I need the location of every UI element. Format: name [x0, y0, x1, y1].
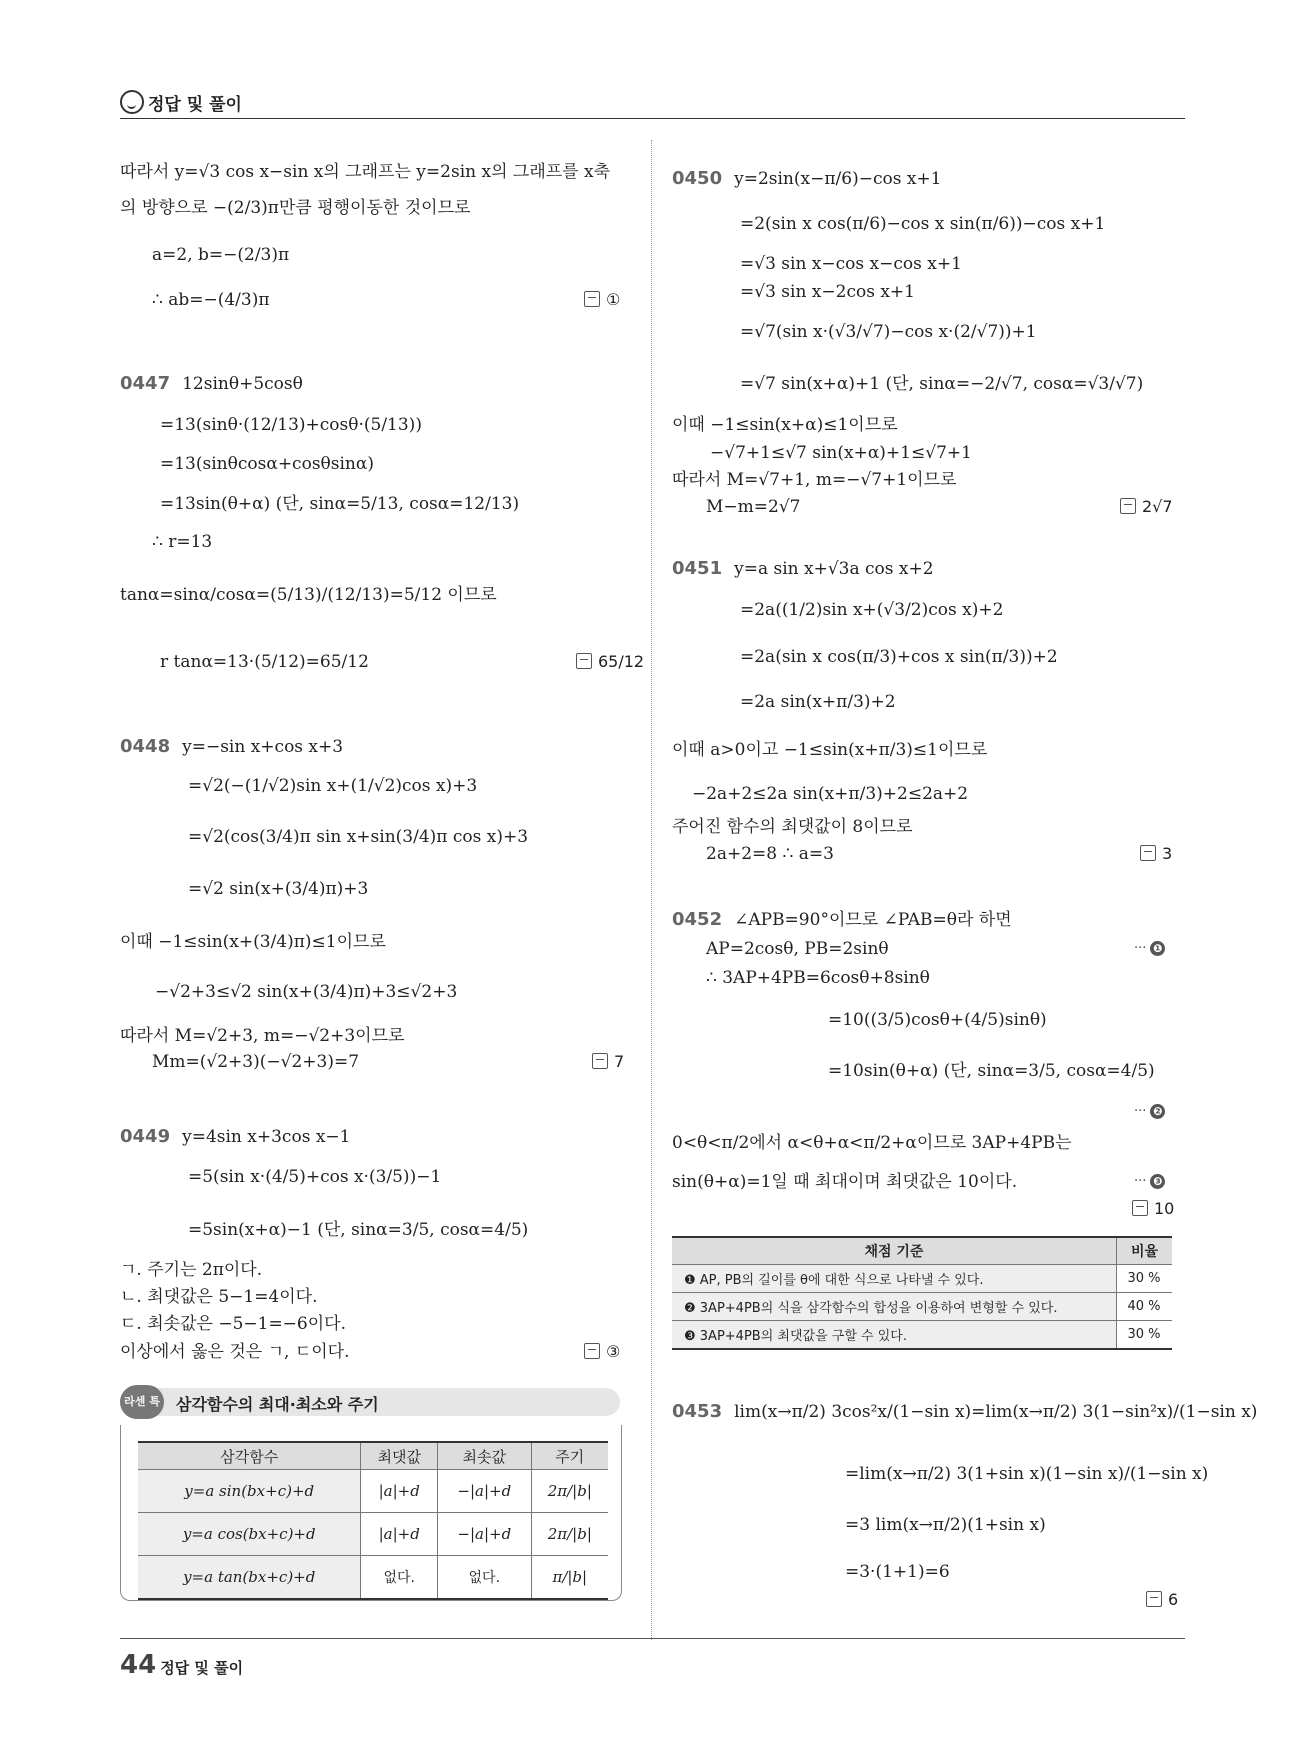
table-cell: y=a sin(bx+c)+d: [138, 1470, 361, 1513]
answer-0449: ③: [584, 1340, 620, 1364]
answer-icon: [584, 291, 600, 307]
answer-icon: [584, 1343, 600, 1359]
math-line: =√2(cos(3/4)π sin x+sin(3/4)π cos x)+3: [188, 827, 529, 847]
answer-icon: [1120, 498, 1136, 514]
text-line: 이때 a>0이고 −1≤sin(x+π/3)≤1이므로: [672, 740, 988, 760]
text-line: 이상에서 옳은 것은 ㄱ, ㄷ이다.: [120, 1342, 350, 1362]
math-line: −√7+1≤√7 sin(x+α)+1≤√7+1: [710, 443, 972, 463]
smiley-icon: [120, 90, 144, 114]
column-header: 최댓값: [361, 1442, 438, 1470]
column-header: 채점 기준: [672, 1237, 1117, 1265]
math-line: =√7 sin(x+α)+1 (단, sinα=−2/√7, cosα=√3/√7): [740, 374, 1144, 394]
answer-icon: [576, 653, 592, 669]
text-line: ㄷ. 최솟값은 −5−1=−6이다.: [120, 1314, 346, 1334]
math-line: =lim(x→π/2) 3(1+sin x)(1−sin x)/(1−sin x): [845, 1464, 1209, 1484]
answer-0451: 3: [1140, 842, 1172, 866]
table-row: [138, 1513, 608, 1556]
math-line: =2a sin(x+π/3)+2: [740, 692, 896, 712]
answer-0450: 2√7: [1120, 495, 1173, 519]
table-cell: 40 %: [1117, 1293, 1173, 1321]
answer-0446: ①: [584, 288, 620, 312]
math-line: ∴ 3AP+4PB=6cosθ+8sinθ: [706, 968, 930, 988]
text-line: ㄱ. 주기는 2π이다.: [120, 1260, 263, 1280]
math-line: Mm=(√2+3)(−√2+3)=7: [152, 1052, 360, 1072]
text-line: 따라서 M=√7+1, m=−√7+1이므로: [672, 470, 957, 490]
math-line: =2(sin x cos(π/6)−cos x sin(π/6))−cos x+1: [740, 214, 1106, 234]
math-line: tanα=sinα/cosα=(5/13)/(12/13)=5/12 이므로: [120, 585, 497, 605]
header-title: 정답 및 풀이: [148, 95, 242, 115]
tip-title: 삼각함수의 최대·최소와 주기: [176, 1395, 379, 1414]
math-line: =10sin(θ+α) (단, sinα=3/5, cosα=4/5): [828, 1061, 1155, 1081]
math-line: r tanα=13·(5/12)=65/12: [160, 652, 369, 672]
answer-0447: 65/12: [576, 650, 644, 674]
problem-0452: 0452 ∠APB=90°이므로 ∠PAB=θ라 하면: [672, 909, 1012, 930]
text-line: 따라서 M=√2+3, m=−√2+3이므로: [120, 1026, 405, 1046]
table-cell: |a|+d: [361, 1513, 438, 1556]
math-line: =√2(−(1/√2)sin x+(1/√2)cos x)+3: [188, 776, 478, 796]
text-line: 0<θ<π/2에서 α<θ+α<π/2+α이므로 3AP+4PB는: [672, 1133, 1072, 1153]
math-line: =5(sin x·(4/5)+cos x·(3/5))−1: [188, 1167, 442, 1187]
table-cell: 2π/|b|: [531, 1470, 608, 1513]
table-cell: π/|b|: [531, 1556, 608, 1600]
math-line: =2a((1/2)sin x+(√3/2)cos x)+2: [740, 600, 1004, 620]
text-line: 이때 −1≤sin(x+(3/4)π)≤1이므로: [120, 932, 386, 952]
column-header: 삼각함수: [138, 1442, 361, 1470]
table-cell: 없다.: [361, 1556, 438, 1600]
math-line: =10((3/5)cosθ+(4/5)sinθ): [828, 1010, 1047, 1030]
math-line: =13sin(θ+α) (단, sinα=5/13, cosα=12/13): [160, 494, 520, 514]
math-line: =√7(sin x·(√3/√7)−cos x·(2/√7))+1: [740, 322, 1037, 342]
math-line: 2a+2=8 ∴ a=3: [706, 844, 834, 864]
answer-icon: [592, 1053, 608, 1069]
math-line: −2a+2≤2a sin(x+π/3)+2≤2a+2: [692, 784, 969, 804]
math-line: =3·(1+1)=6: [845, 1562, 950, 1582]
answer-icon: [1132, 1200, 1148, 1216]
problem-0450: 0450 y=2sin(x−π/6)−cos x+1: [672, 168, 942, 189]
text-line: ㄴ. 최댓값은 5−1=4이다.: [120, 1287, 318, 1307]
problem-number: 0447: [120, 373, 171, 394]
table-cell: ❸ 3AP+4PB의 최댓값을 구할 수 있다.: [672, 1321, 1117, 1350]
problem-0449: 0449 y=4sin x+3cos x−1: [120, 1126, 351, 1147]
table-row: [138, 1470, 608, 1513]
math-line: AP=2cosθ, PB=2sinθ: [706, 939, 889, 959]
step-marker: ··· ❶: [1134, 937, 1165, 961]
text-line: 이때 −1≤sin(x+α)≤1이므로: [672, 415, 898, 435]
footer-rule: [120, 1638, 1185, 1639]
problem-number: 0451: [672, 558, 723, 579]
step-marker: ··· ❸: [1134, 1170, 1165, 1194]
math-line: =5sin(x+α)−1 (단, sinα=3/5, cosα=4/5): [188, 1220, 529, 1240]
page-number: 44: [120, 1650, 157, 1680]
column-header: 최솟값: [438, 1442, 532, 1470]
table-row: [672, 1265, 1172, 1293]
math-line: −√2+3≤√2 sin(x+(3/4)π)+3≤√2+3: [155, 982, 458, 1002]
problem-number: 0448: [120, 736, 171, 757]
page-footer: [120, 1650, 243, 1680]
problem-0453: 0453 lim(x→π/2) 3cos²x/(1−sin x)=lim(x→π/2) 3(1−sin²x)/(1−sin x): [672, 1401, 1258, 1422]
table-row: [672, 1293, 1172, 1321]
table-cell: |a|+d: [361, 1470, 438, 1513]
problem-number: 0452: [672, 909, 723, 930]
trig-summary-table: [138, 1441, 608, 1600]
math-line: ∴ r=13: [152, 532, 213, 552]
text-line: sin(θ+α)=1일 때 최대이며 최댓값은 10이다.: [672, 1172, 1018, 1192]
footer-title: 정답 및 풀이: [160, 1659, 244, 1677]
table-cell: y=a cos(bx+c)+d: [138, 1513, 361, 1556]
problem-0451: 0451 y=a sin x+√3a cos x+2: [672, 558, 934, 579]
column-header: 주기: [531, 1442, 608, 1470]
math-line: =13(sinθ·(12/13)+cosθ·(5/13)): [160, 415, 422, 435]
problem-number: 0449: [120, 1126, 171, 1147]
table-row: [672, 1321, 1172, 1350]
math-line: =2a(sin x cos(π/3)+cos x sin(π/3))+2: [740, 647, 1058, 667]
scoring-table: [672, 1236, 1172, 1350]
answer-0452: 10: [1132, 1197, 1174, 1221]
math-line: =√3 sin x−cos x−cos x+1: [740, 254, 962, 274]
table-cell: −|a|+d: [438, 1470, 532, 1513]
answer-0453: 6: [1146, 1588, 1178, 1612]
page-header: [120, 88, 1185, 119]
answer-icon: [1146, 1591, 1162, 1607]
table-cell: ❶ AP, PB의 길이를 θ에 대한 식으로 나타낼 수 있다.: [672, 1265, 1117, 1293]
table-cell: 없다.: [438, 1556, 532, 1600]
tip-box: [120, 1385, 620, 1600]
table-cell: ❷ 3AP+4PB의 식을 삼각함수의 합성을 이용하여 변형할 수 있다.: [672, 1293, 1117, 1321]
text-line: 따라서 y=√3 cos x−sin x의 그래프는 y=2sin x의 그래프를 x축: [120, 162, 610, 182]
math-line: =13(sinθcosα+cosθsinα): [160, 454, 374, 474]
column-header: 비율: [1117, 1237, 1173, 1265]
table-cell: 2π/|b|: [531, 1513, 608, 1556]
math-line: =3 lim(x→π/2)(1+sin x): [845, 1515, 1046, 1535]
problem-0447: 0447 12sinθ+5cosθ: [120, 373, 303, 394]
math-line: =√2 sin(x+(3/4)π)+3: [188, 879, 369, 899]
table-row: [138, 1556, 608, 1600]
problem-number: 0450: [672, 168, 723, 189]
math-line: ∴ ab=−(4/3)π: [152, 290, 270, 310]
table-cell: −|a|+d: [438, 1513, 532, 1556]
table-cell: 30 %: [1117, 1265, 1173, 1293]
answer-0448: 7: [592, 1050, 624, 1074]
tip-badge: 라센 특강: [120, 1385, 164, 1419]
math-line: a=2, b=−(2/3)π: [152, 245, 290, 265]
math-line: M−m=2√7: [706, 497, 801, 517]
step-marker: ··· ❷: [1134, 1100, 1165, 1124]
table-cell: y=a tan(bx+c)+d: [138, 1556, 361, 1600]
problem-number: 0453: [672, 1401, 723, 1422]
text-line: 의 방향으로 −(2/3)π만큼 평행이동한 것이므로: [120, 198, 471, 218]
problem-0448: 0448 y=−sin x+cos x+3: [120, 736, 344, 757]
text-line: 주어진 함수의 최댓값이 8이므로: [672, 817, 913, 837]
math-line: =√3 sin x−2cos x+1: [740, 282, 915, 302]
column-divider: [651, 140, 652, 1640]
table-cell: 30 %: [1117, 1321, 1173, 1350]
answer-icon: [1140, 845, 1156, 861]
